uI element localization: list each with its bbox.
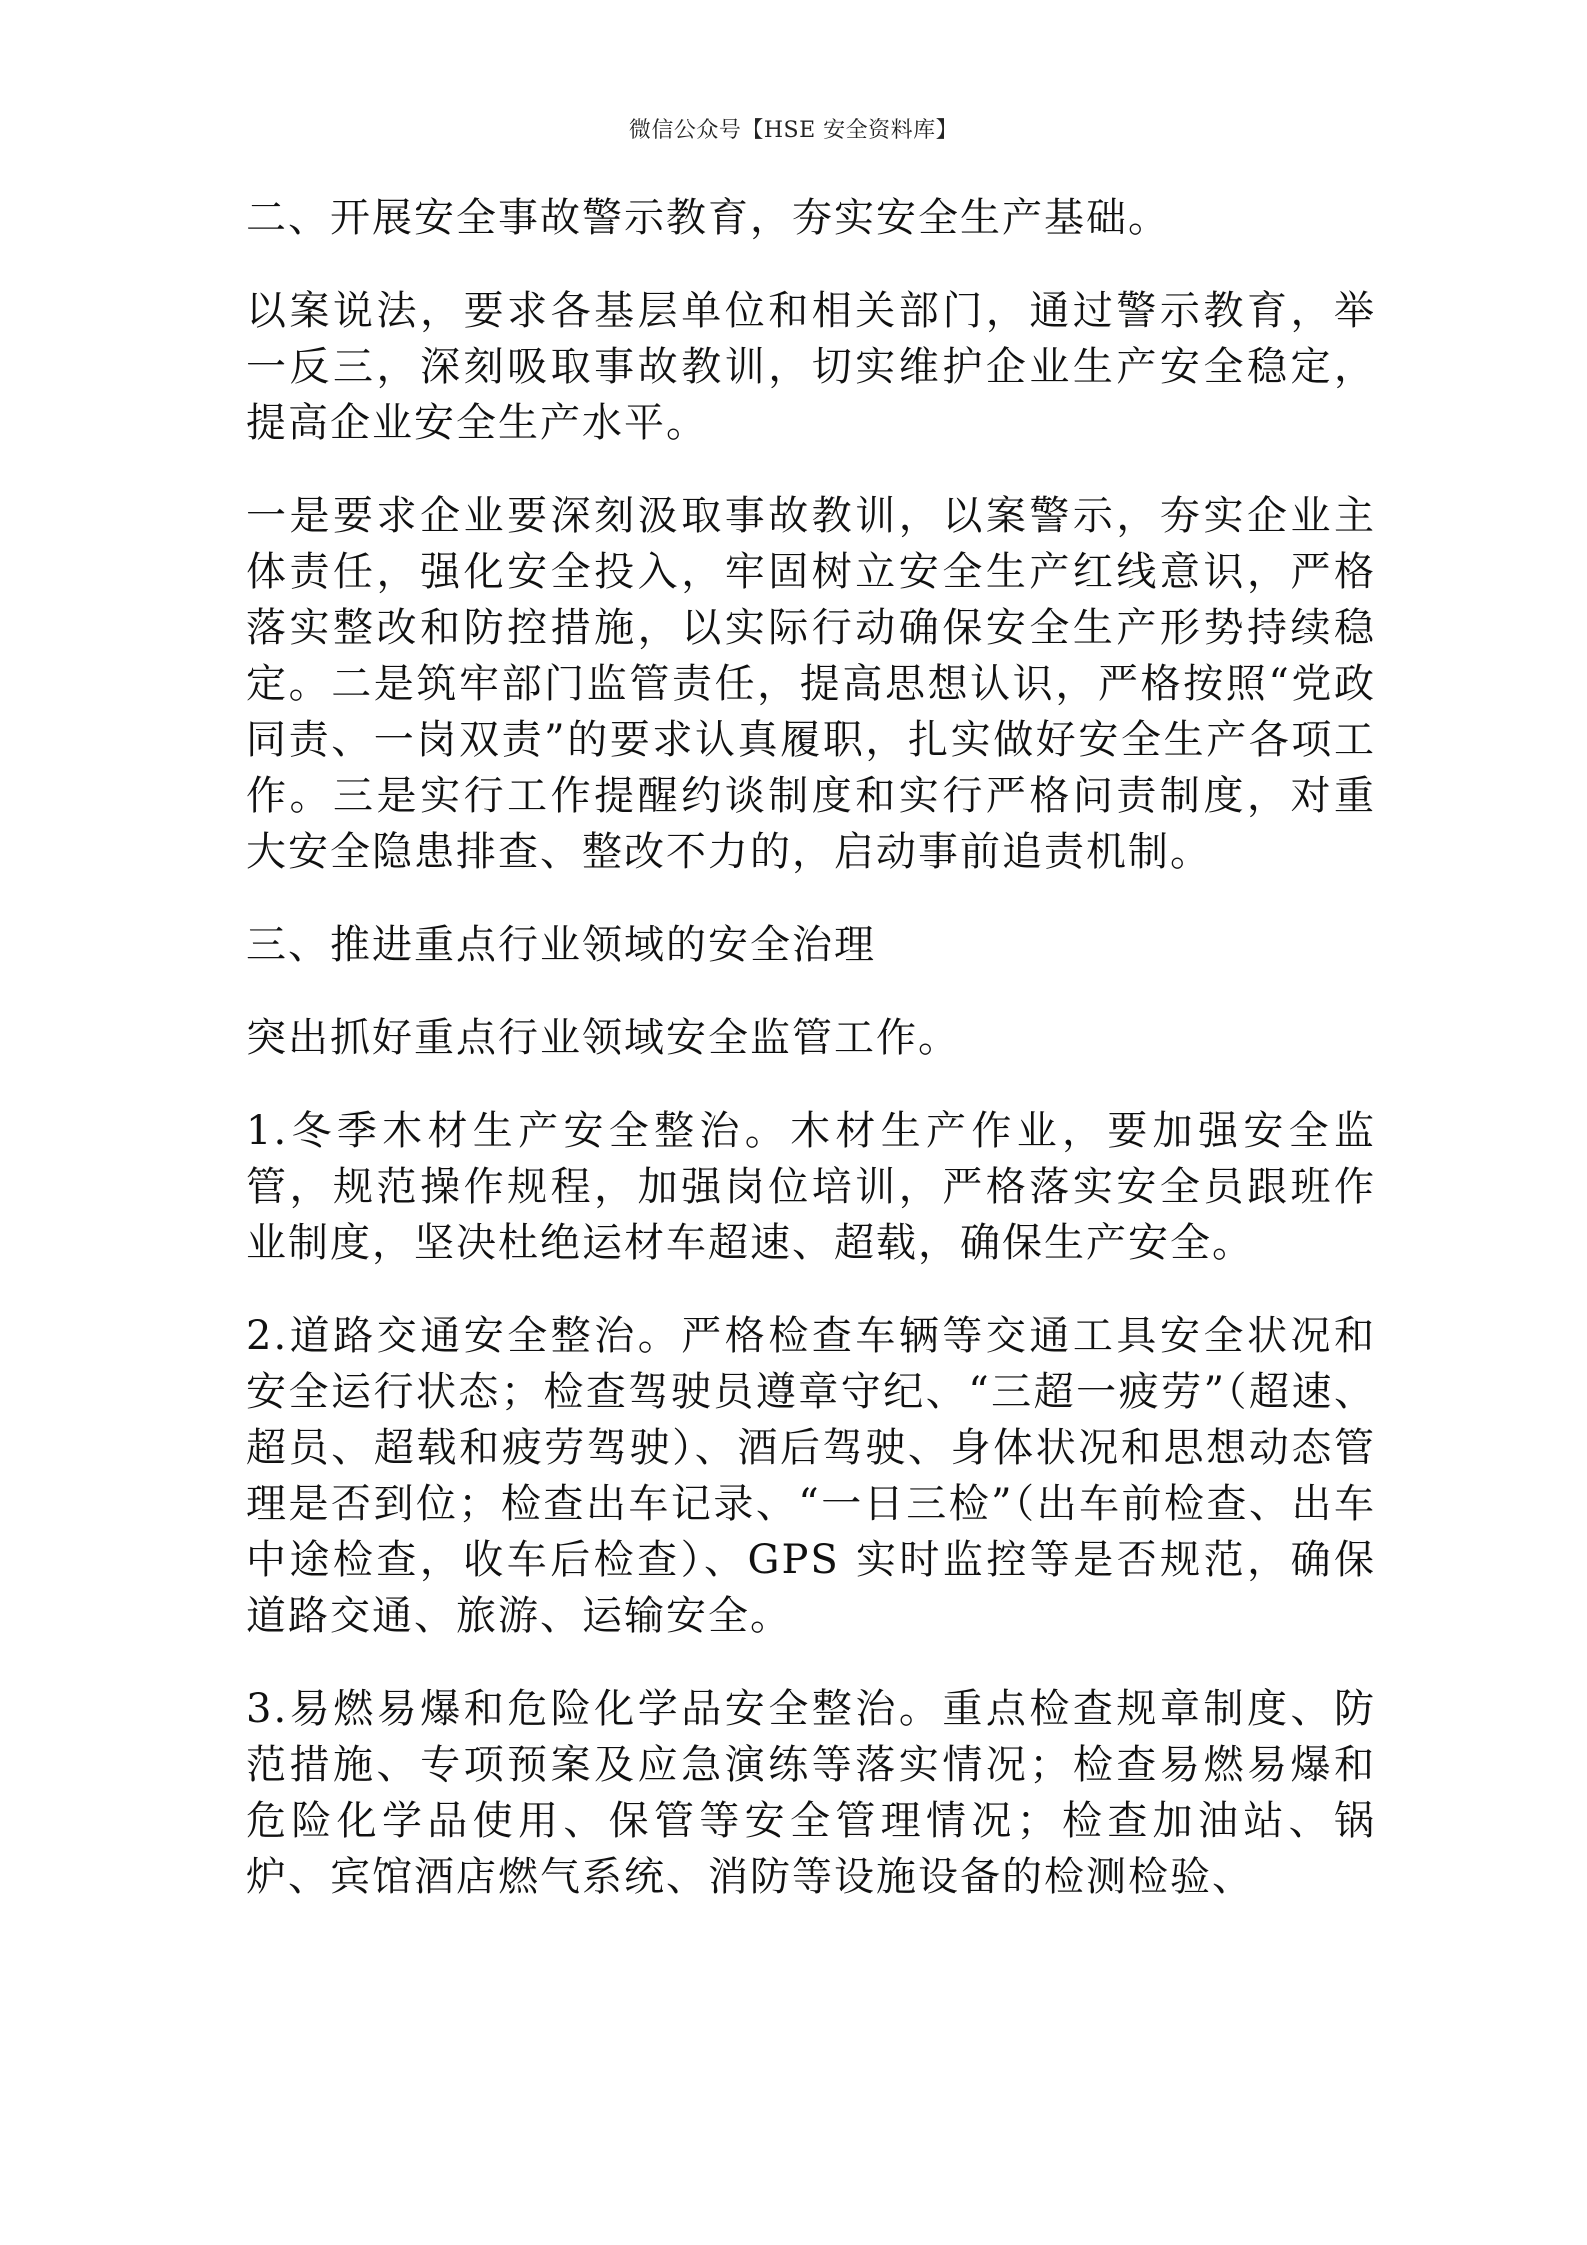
list-item-timber-safety: 1.冬季木材生产安全整治。木材生产作业，要加强安全监管，规范操作规程，加强岗位培训，严格落实安全员跟班作业制度，坚决杜绝运材车超速、超载，确保生产安全。 (246, 1108, 1376, 1266)
paragraph-case-teaching: 以案说法，要求各基层单位和相关部门，通过警示教育，举一反三，深刻吸取事故教训，切实维护企业生产安全稳定，提高企业安全生产水平。 (246, 288, 1376, 446)
page-header-source: 微信公众号【HSE 安全资料库】 (628, 118, 959, 143)
list-item-road-traffic-safety: 2.道路交通安全整治。严格检查车辆等交通工具安全状况和安全运行状态；检查驾驶员遵章守纪、“三超一疲劳”（超速、超员、超载和疲劳驾驶）、酒后驾驶、身体状况和思想动态管理是否到位；检查出车记录、“一日三检”（出车前检查、出车中途检查，收车后检查）、GPS 实时监控等是否规范，确保道路交通、旅游、运输安全。 (246, 1313, 1376, 1639)
section-heading-2: 二、开展安全事故警示教育，夯实安全生产基础。 (246, 195, 1170, 241)
paragraph-key-industries: 突出抓好重点行业领域安全监管工作。 (246, 1015, 960, 1061)
section-heading-3: 三、推进重点行业领域的安全治理 (246, 922, 876, 968)
document-body (246, 190, 1376, 1942)
list-item-hazardous-chemicals: 3.易燃易爆和危险化学品安全整治。重点检查规章制度、防范措施、专项预案及应急演练等落实情况；检查易燃易爆和危险化学品使用、保管等安全管理情况；检查加油站、锅炉、宾馆酒店燃气系统、消防等设施设备的检测检验、 (246, 1686, 1376, 1900)
paragraph-responsibilities: 一是要求企业要深刻汲取事故教训，以案警示，夯实企业主体责任，强化安全投入，牢固树立安全生产红线意识，严格落实整改和防控措施，以实际行动确保安全生产形势持续稳定。二是筑牢部门监管责任，提高思想认识，严格按照“党政同责、一岗双责”的要求认真履职，扎实做好安全生产各项工作。三是实行工作提醒约谈制度和实行严格问责制度，对重大安全隐患排查、整改不力的，启动事前追责机制。 (246, 493, 1376, 875)
